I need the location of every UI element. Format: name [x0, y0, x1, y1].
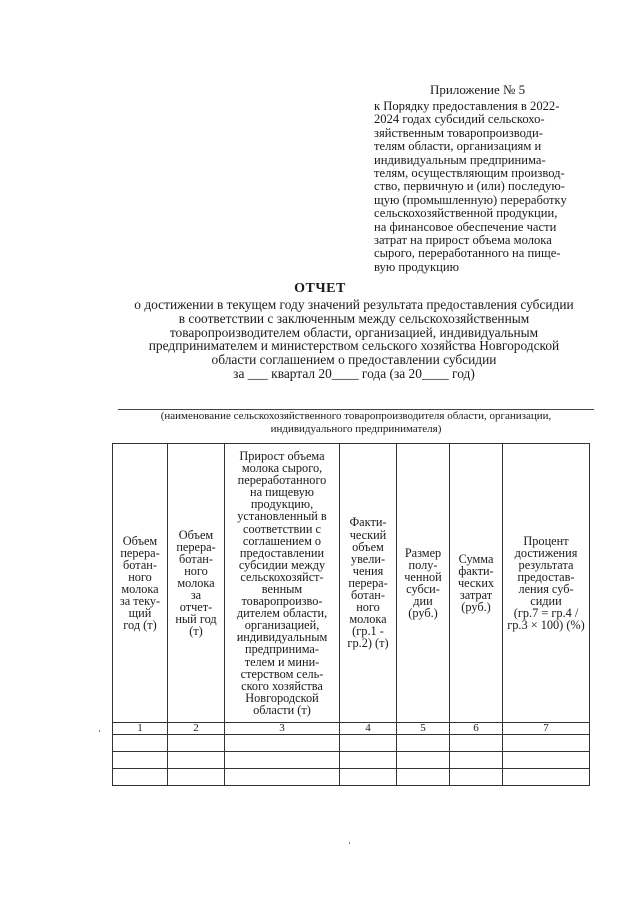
report-subtitle — [110, 298, 598, 381]
column-header-line: перера- — [176, 539, 216, 554]
column-header-line: предпринима- — [244, 642, 319, 657]
column-header-line: телем и мини- — [244, 654, 320, 669]
column-header-line: Новгородской — [245, 690, 319, 705]
table-cell[interactable] — [340, 752, 397, 769]
column-header-line: щий — [128, 606, 152, 621]
appendix-line: сырого, переработанного на пище- — [374, 246, 561, 261]
column-header-line: переработанного — [237, 473, 327, 488]
column-number: 1 — [113, 723, 168, 735]
table-cell[interactable] — [397, 769, 450, 786]
column-header-line: соответствии с — [242, 521, 321, 536]
column-header-line: Объем — [178, 527, 214, 542]
report-subtitle-line: за ___ квартал 20____ года (за 20____ год) — [233, 365, 475, 381]
column-header-line: молока — [177, 575, 215, 590]
column-header-line: ченной — [404, 569, 442, 584]
table-cell[interactable] — [113, 735, 168, 752]
column-header-line: ного — [356, 600, 380, 615]
appendix-line: телям области, организациям и — [374, 139, 542, 154]
table-row — [113, 752, 590, 769]
table-cell[interactable] — [225, 769, 340, 786]
column-number: 7 — [503, 723, 590, 735]
report-subtitle-line: области соглашением о предоставлении субсидии — [211, 352, 497, 368]
column-header-line: ботан- — [179, 551, 213, 566]
table-cell[interactable] — [503, 735, 590, 752]
table-cell[interactable] — [168, 735, 225, 752]
table-cell[interactable] — [168, 752, 225, 769]
column-header-line: индивидуальным — [236, 630, 328, 645]
column-header-line: дии — [413, 594, 433, 609]
organization-caption-line: (наименование сельскохозяйственного товаропроизводителя области, организации, — [160, 410, 552, 422]
appendix-line: щую (промышленную) переработку — [374, 192, 567, 207]
column-header-line: стерством сель- — [240, 666, 324, 681]
column-header-line: факти- — [458, 563, 494, 578]
table-cell[interactable] — [113, 769, 168, 786]
column-number: 5 — [397, 723, 450, 735]
column-header-line: установленный в — [237, 509, 327, 524]
column-header-line: субси- — [406, 582, 440, 596]
column-number-row — [113, 723, 590, 735]
table-cell[interactable] — [225, 752, 340, 769]
report-title: ОТЧЕТ — [294, 281, 346, 296]
column-header-line: (гр.1 - — [352, 624, 384, 639]
organization-caption — [118, 410, 594, 435]
appendix-line: на финансовое обеспечение части — [374, 219, 557, 234]
appendix-line: затрат на прирост объема молока — [374, 233, 552, 248]
column-header-line: перера- — [348, 575, 388, 590]
report-subtitle-line: в соответствии с заключенным между сельскохозяйственным — [178, 310, 530, 326]
column-header-line: Объем — [122, 533, 158, 548]
column-header-7 — [503, 444, 590, 723]
table-cell[interactable] — [503, 769, 590, 786]
column-header-1 — [113, 444, 168, 723]
table-cell[interactable] — [450, 752, 503, 769]
column-header-line: продукцию, — [250, 497, 314, 512]
column-header-line: ботан- — [123, 557, 157, 572]
table-row — [113, 769, 590, 786]
column-number: 6 — [450, 723, 503, 735]
column-header-6 — [450, 444, 503, 723]
column-header-line: гр.2) (т) — [347, 636, 389, 651]
scan-speck — [349, 842, 350, 844]
column-header-line: молока сырого, — [241, 461, 323, 476]
column-header-line: достижения — [514, 545, 578, 560]
table-cell[interactable] — [397, 735, 450, 752]
column-header-line: за — [190, 588, 202, 603]
column-header-line: сельскохозяйст- — [240, 569, 324, 584]
column-header-line: полу- — [408, 557, 438, 572]
column-header-5 — [397, 444, 450, 723]
column-header-line: сидии — [530, 594, 562, 609]
column-header-line: ного — [128, 569, 152, 584]
column-header-2 — [168, 444, 225, 723]
column-header-line: объем — [352, 539, 384, 554]
table-cell[interactable] — [503, 752, 590, 769]
appendix-line: ство, первичную и (или) последую- — [374, 179, 565, 194]
table-cell[interactable] — [113, 752, 168, 769]
scan-speck — [99, 730, 100, 732]
column-header-line: результата — [518, 557, 574, 572]
column-header-line: области (т) — [253, 702, 311, 717]
table-header-row — [113, 444, 590, 723]
appendix-line: телям, осуществляющим производ- — [374, 166, 565, 181]
column-header-line: затрат — [459, 588, 493, 603]
appendix-line: к Порядку предоставления в 2022- — [374, 99, 560, 113]
column-header-line: ботан- — [351, 588, 385, 603]
appendix-line: зяйственным товаропроизводи- — [374, 125, 543, 140]
column-header-line: предостав- — [517, 569, 575, 584]
column-header-line: Процент — [523, 533, 569, 548]
report-subtitle-line: товаропроизводителем области, организацией, индивидуальным — [169, 324, 539, 340]
column-header-line: ный год — [175, 612, 217, 627]
column-header-line: Сумма — [458, 551, 494, 566]
column-header-line: Прирост объема — [239, 448, 325, 463]
column-header-line: товаропроизво- — [241, 594, 323, 609]
appendix-line: 2024 годах субсидий сельскохо- — [374, 112, 545, 127]
column-header-line: за теку- — [119, 594, 161, 609]
appendix-body — [374, 100, 594, 274]
table-row — [113, 735, 590, 752]
column-header-line: (т) — [189, 624, 203, 639]
column-header-line: (руб.) — [408, 606, 438, 621]
column-header-line: молока — [121, 582, 159, 596]
table-cell[interactable] — [397, 752, 450, 769]
organization-caption-line: индивидуального предпринимателя) — [270, 422, 442, 435]
column-header-line: ческих — [457, 575, 495, 590]
column-number: 2 — [168, 723, 225, 735]
column-header-line: ского хозяйства — [241, 678, 323, 693]
report-subtitle-line: о достижении в текущем году значений результата предоставления субсидии — [134, 297, 574, 312]
column-header-line: соглашением о — [242, 533, 322, 548]
column-number: 4 — [340, 723, 397, 735]
column-header-line: венным — [261, 582, 303, 596]
column-header-line: (руб.) — [461, 600, 491, 615]
column-header-line: гр.3 × 100) (%) — [507, 618, 585, 633]
table-cell[interactable] — [340, 735, 397, 752]
table-cell[interactable] — [450, 769, 503, 786]
appendix-line: индивидуальным предпринима- — [374, 152, 546, 167]
report-subtitle-line: предпринимателем и министерством сельского хозяйства Новгородской — [148, 338, 560, 354]
column-header-line: ления суб- — [518, 582, 574, 596]
column-header-line: субсидии между — [238, 557, 326, 572]
column-header-line: Размер — [404, 545, 442, 560]
column-header-line: перера- — [120, 545, 160, 560]
column-header-line: (гр.7 = гр.4 / — [513, 606, 579, 621]
column-header-line: увели- — [350, 551, 386, 566]
column-header-3 — [225, 444, 340, 723]
table-cell[interactable] — [450, 735, 503, 752]
column-number: 3 — [225, 723, 340, 735]
table-cell[interactable] — [225, 735, 340, 752]
column-header-line: ного — [184, 563, 208, 578]
table-cell[interactable] — [340, 769, 397, 786]
table-cell[interactable] — [168, 769, 225, 786]
report-table — [112, 443, 590, 786]
column-header-line: предоставлении — [239, 545, 325, 560]
column-header-line: чения — [352, 563, 384, 578]
column-header-line: отчет- — [179, 600, 213, 615]
column-header-line: ческий — [349, 527, 387, 542]
column-header-line: дителем области, — [236, 606, 328, 621]
appendix-line: сельскохозяйственной продукции, — [374, 206, 558, 221]
column-header-4 — [340, 444, 397, 723]
column-header-line: организацией, — [244, 618, 320, 633]
appendix-title: Приложение № 5 — [430, 82, 526, 97]
appendix-line: вую продукцию — [374, 259, 460, 274]
column-header-line: на пищевую — [250, 485, 314, 500]
column-header-line: Факти- — [349, 515, 387, 530]
column-header-line: молока — [349, 612, 387, 627]
column-header-line: год (т) — [123, 618, 157, 633]
